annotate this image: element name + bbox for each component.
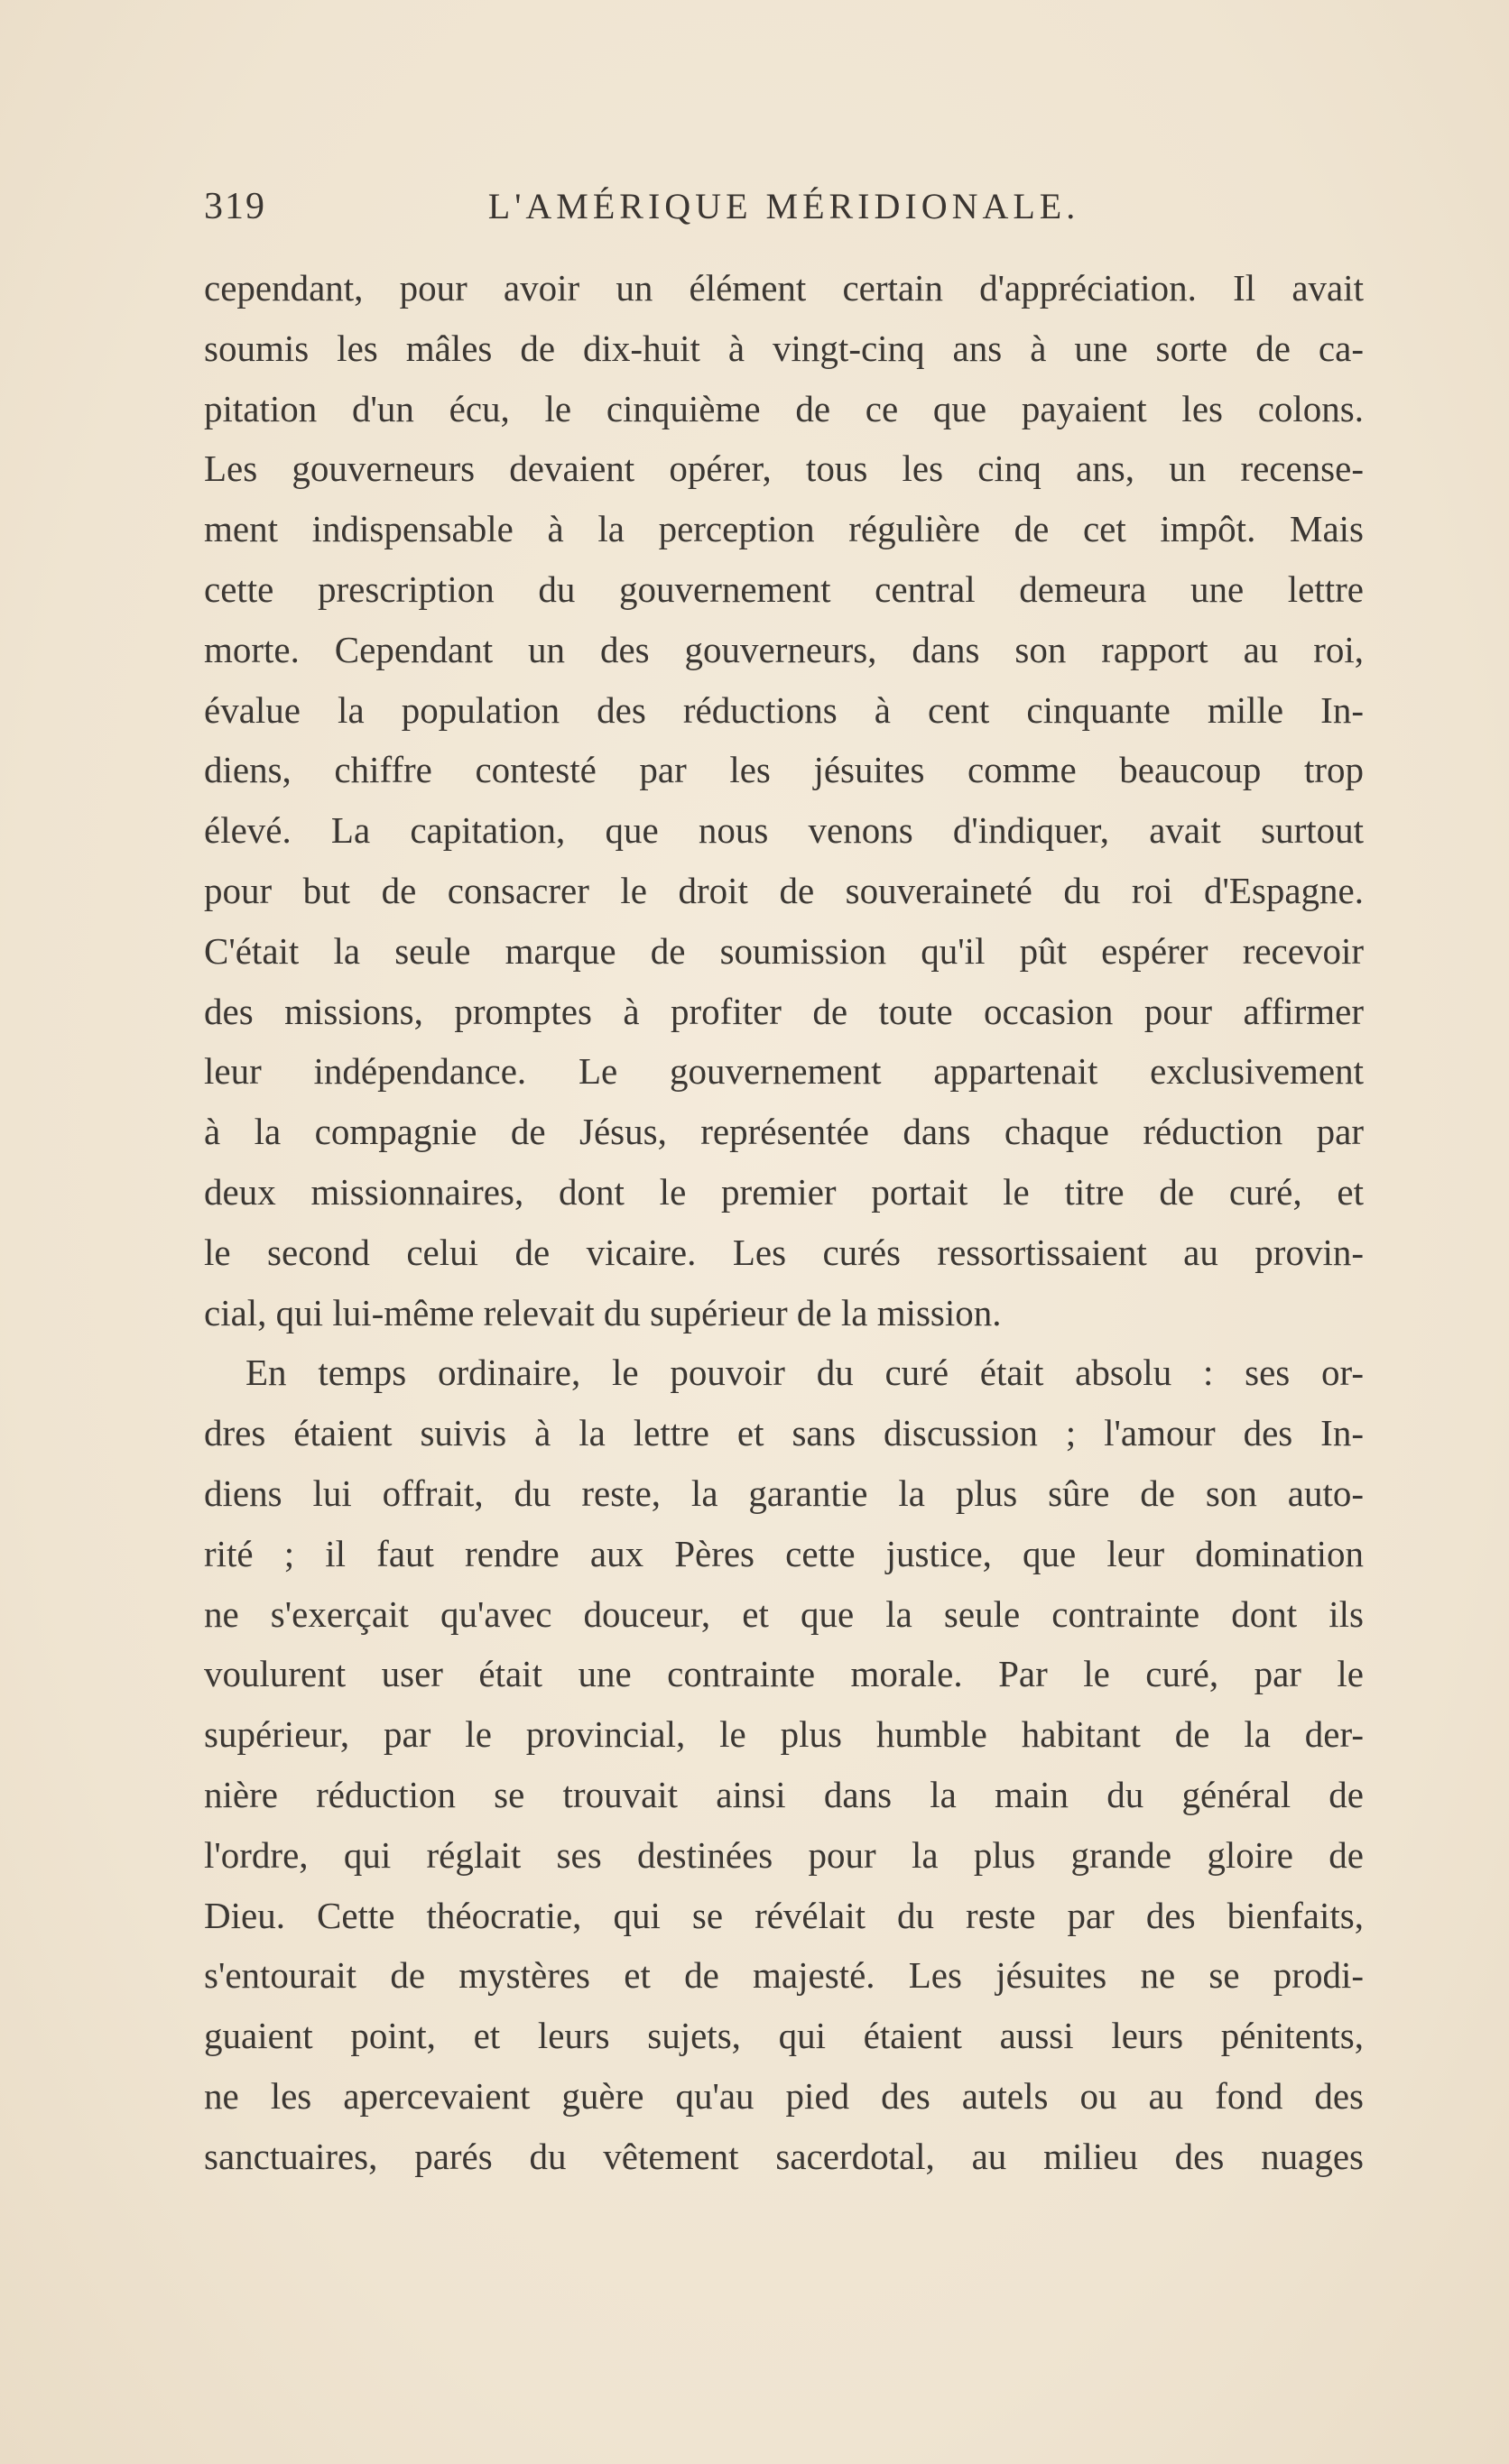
text-line: cependant, pour avoir un élément certain d'appréciation. Il avait bbox=[204, 267, 1364, 309]
text-line: C'était la seule marque de soumission qu'il pût espérer recevoir bbox=[204, 929, 1364, 972]
text-line: ment indispensable à la perception régulière de cet impôt. Mais bbox=[204, 508, 1364, 550]
text-line: En temps ordinaire, le pouvoir du curé était absolu : ses or- bbox=[245, 1352, 1364, 1394]
text-line: nière réduction se trouvait ainsi dans la main du général de bbox=[204, 1773, 1364, 1815]
text-line: sanctuaires, parés du vêtement sacerdotal, au milieu des nuages bbox=[204, 2135, 1364, 2177]
text-line: cette prescription du gouvernement central demeura une lettre bbox=[204, 568, 1364, 610]
text-line: ne s'exerçait qu'avec douceur, et que la seule contrainte dont ils bbox=[204, 1592, 1364, 1635]
text-line: élevé. La capitation, que nous venons d'indiquer, avait surtout bbox=[204, 809, 1364, 852]
text-line: guaient point, et leurs sujets, qui étaient aussi leurs pénitents, bbox=[204, 2015, 1364, 2057]
text-line: Dieu. Cette théocratie, qui se révélait du reste par des bienfaits, bbox=[204, 1894, 1364, 1936]
text-line: diens, chiffre contesté par les jésuites comme beaucoup trop bbox=[204, 749, 1364, 791]
running-title: L'AMÉRIQUE MÉRIDIONALE. bbox=[487, 186, 1080, 226]
text-line: rité ; il faut rendre aux Pères cette justice, que leur domination bbox=[204, 1532, 1364, 1574]
text-line: s'entourait de mystères et de majesté. Les jésuites ne se prodi- bbox=[204, 1954, 1364, 1997]
text-line: leur indépendance. Le gouvernement appartenait exclusivement bbox=[204, 1050, 1364, 1093]
text-line: voulurent user était une contrainte morale. Par le curé, par le bbox=[204, 1653, 1364, 1695]
text-line: cial, qui lui-même relevait du supérieur de la mission. bbox=[204, 1291, 1002, 1334]
text-line: supérieur, par le provincial, le plus humble habitant de la der- bbox=[204, 1713, 1364, 1756]
text-line: dres étaient suivis à la lettre et sans discussion ; l'amour des In- bbox=[204, 1412, 1364, 1454]
text-line: Les gouverneurs devaient opérer, tous les cinq ans, un recense- bbox=[204, 448, 1364, 490]
text-line: diens lui offrait, du reste, la garantie la plus sûre de son auto- bbox=[204, 1472, 1364, 1514]
text-line: le second celui de vicaire. Les curés ressortissaient au provin- bbox=[204, 1231, 1364, 1273]
page-number: 319 bbox=[204, 186, 266, 227]
text-line: pour but de consacrer le droit de souveraineté du roi d'Espagne. bbox=[204, 869, 1364, 911]
text-line: des missions, promptes à profiter de toute occasion pour affirmer bbox=[204, 990, 1364, 1032]
text-line: deux missionnaires, dont le premier portait le titre de curé, et bbox=[204, 1170, 1364, 1213]
text-line: à la compagnie de Jésus, représentée dans chaque réduction par bbox=[204, 1111, 1364, 1153]
text-line: soumis les mâles de dix-huit à vingt-cinq ans à une sorte de ca- bbox=[204, 327, 1364, 369]
text-line: ne les apercevaient guère qu'au pied des autels ou au fond des bbox=[204, 2074, 1364, 2117]
text-line: l'ordre, qui réglait ses destinées pour la plus grande gloire de bbox=[204, 1833, 1364, 1876]
text-line: morte. Cependant un des gouverneurs, dans son rapport au roi, bbox=[204, 628, 1364, 670]
body-text bbox=[204, 258, 1364, 2187]
page-header bbox=[204, 185, 1364, 239]
text-line: évalue la population des réductions à cent cinquante mille In- bbox=[204, 688, 1364, 731]
text-line: pitation d'un écu, le cinquième de ce que payaient les colons. bbox=[204, 387, 1364, 429]
